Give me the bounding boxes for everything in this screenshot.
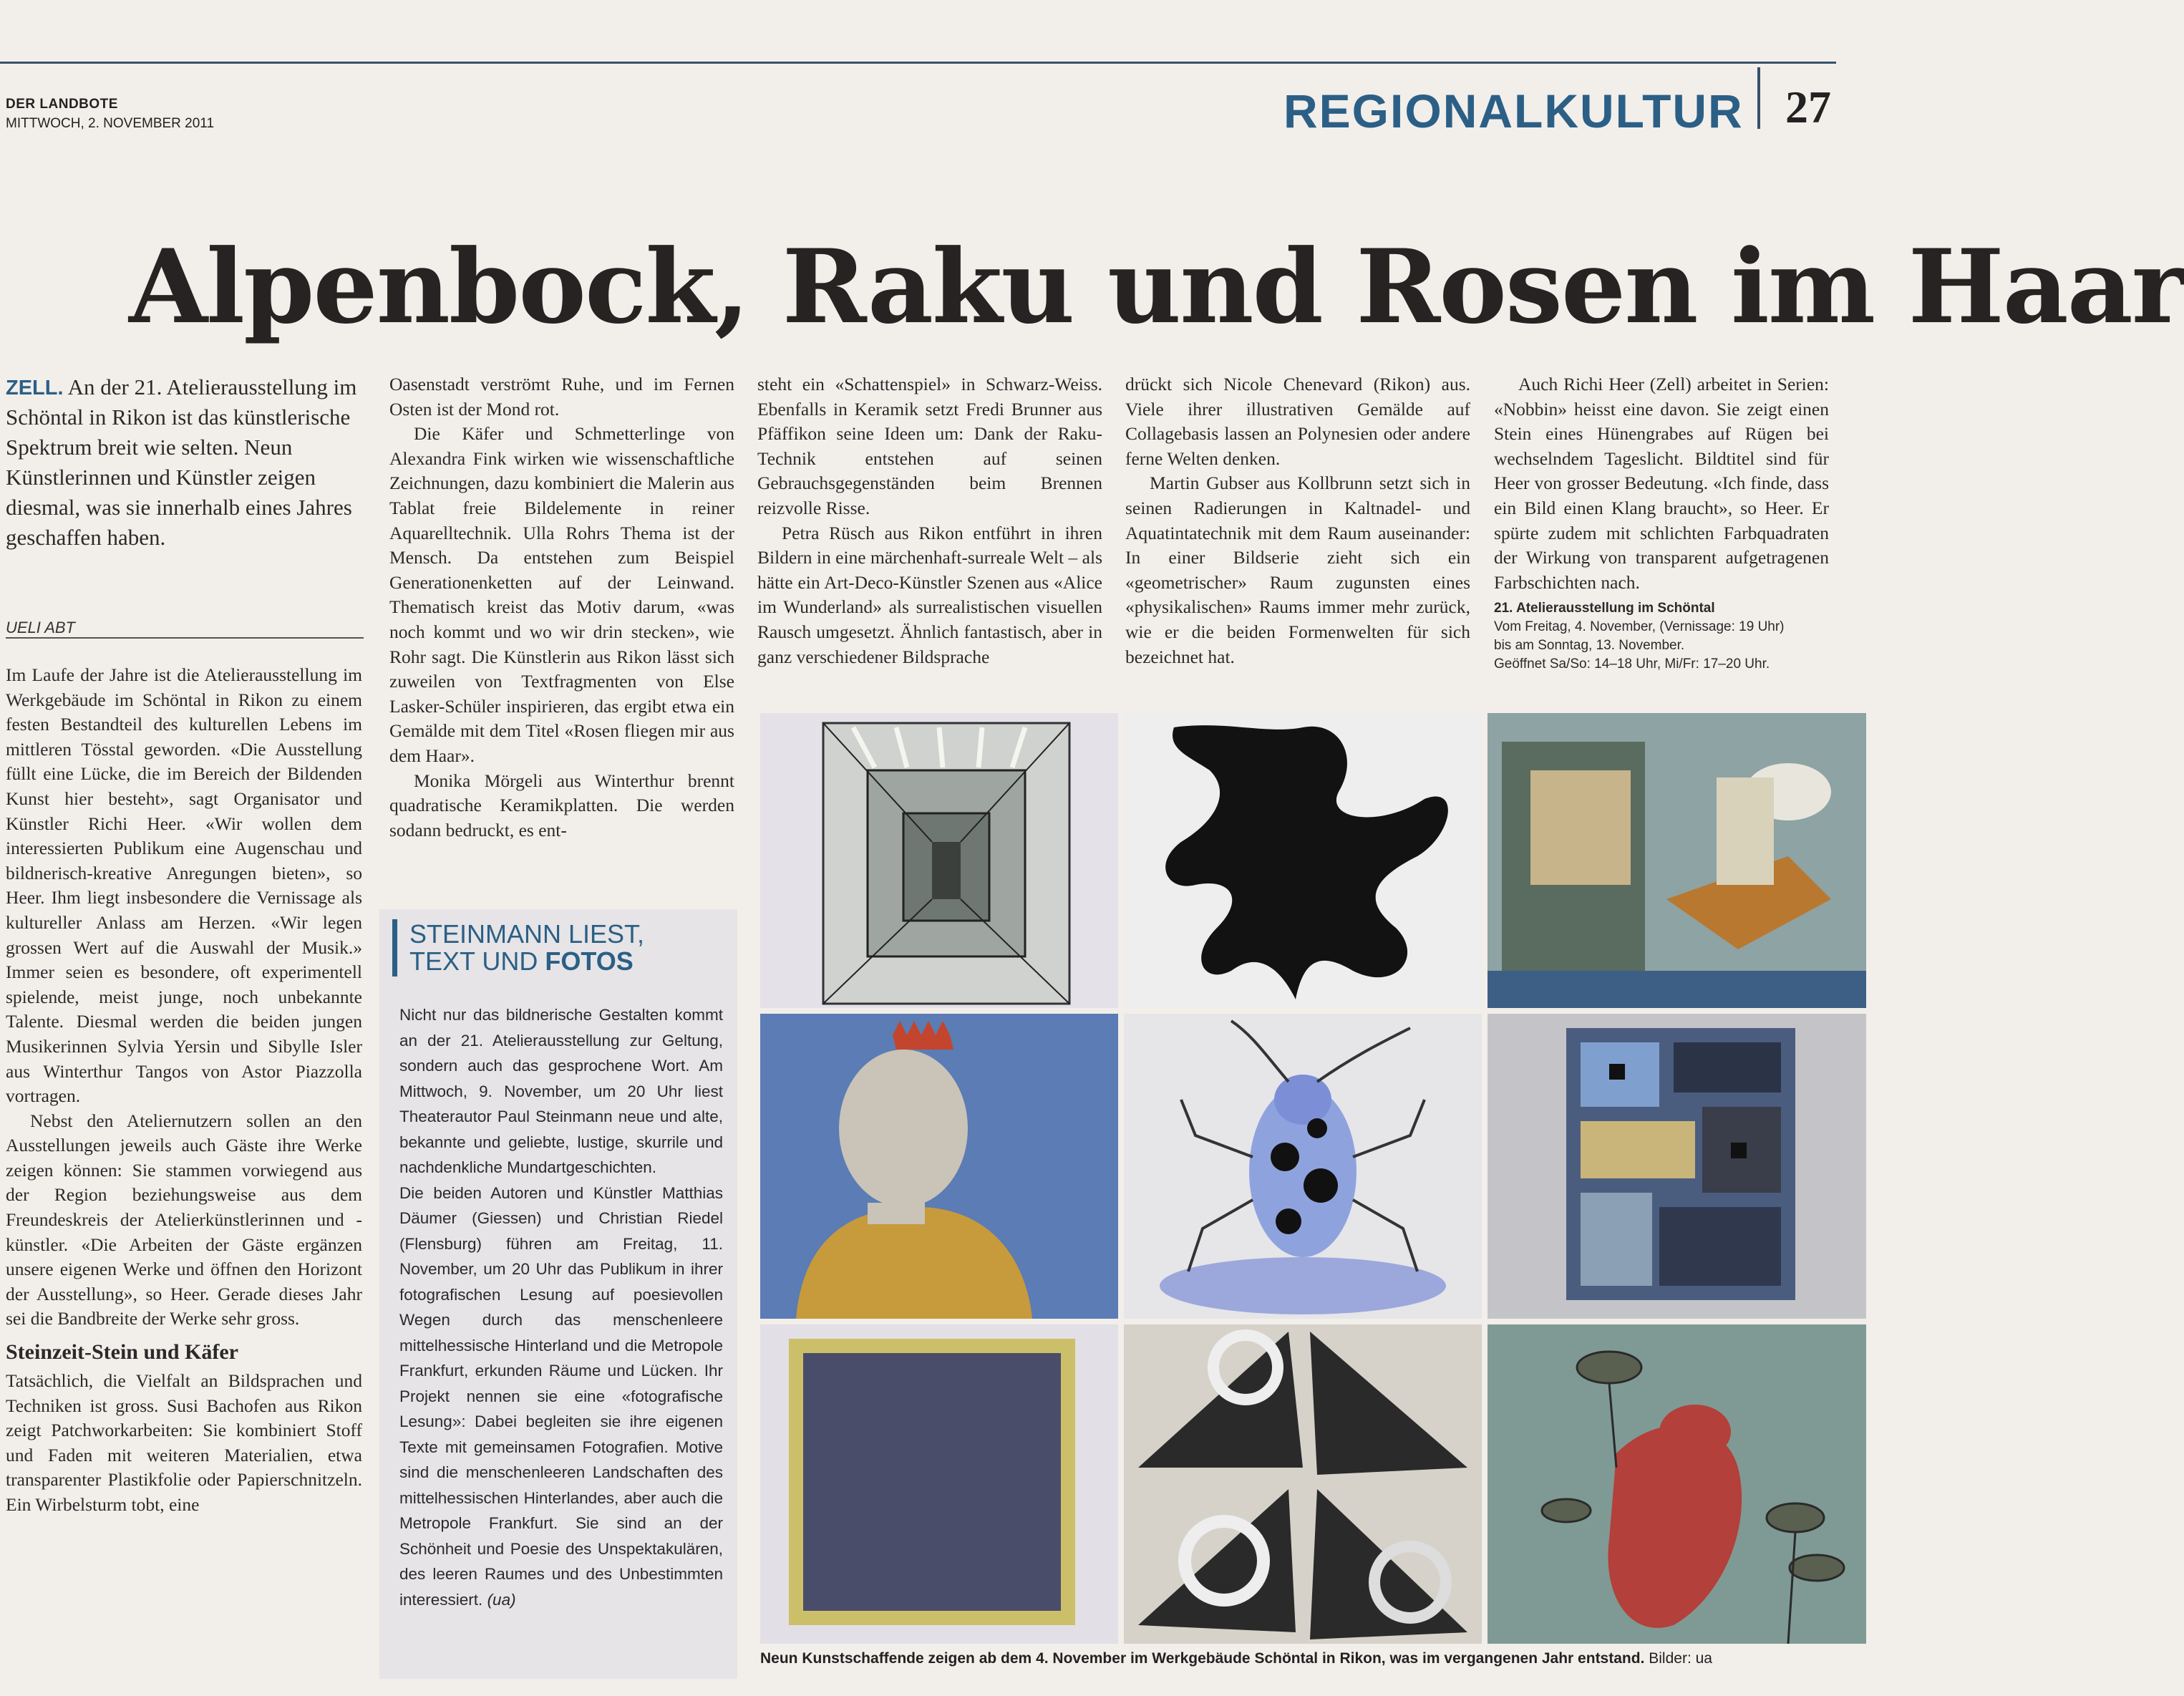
artwork-ink-splash <box>1124 713 1482 1008</box>
box-accent-bar <box>392 919 397 977</box>
header-rule <box>0 62 1836 64</box>
article-column-1 <box>6 663 362 1518</box>
paragraph: Martin Gubser aus Kollbrunn setzt sich in seinen Radierungen in Kaltnadel- und Aquatintatechnik mit dem Raum auseinander: In einer Bildserie zieht sich ein «geometrischer» Raum zugunsten eines «physikalischen» Raums immer mehr zurück, wie er die beiden Formenwelten für sich bezeichnet hat. <box>1125 473 1470 667</box>
exhibition-info <box>1494 599 1829 674</box>
article-column-3 <box>757 372 1102 669</box>
box-title-line: STEINMANN LIEST, <box>409 919 645 949</box>
info-title: 21. Atelierausstellung im Schöntal <box>1494 601 1715 616</box>
article-column-2 <box>389 372 734 843</box>
header-separator <box>1757 67 1760 129</box>
paragraph <box>399 1181 723 1613</box>
artwork-etching-corridor <box>760 713 1118 1008</box>
paragraph: Monika Mörgeli aus Winterthur brennt quadratische Keramikplatten. Die werden sodann bedruckt, es ent- <box>389 770 734 840</box>
artwork-collage-painting <box>1487 713 1866 1008</box>
paragraph: Oasenstadt verströmt Ruhe, und im Fernen Osten ist der Mond rot. <box>389 374 734 420</box>
info-line: bis am Sonntag, 13. November. <box>1494 638 1685 654</box>
info-line: Geöffnet Sa/So: 14–18 Uhr, Mi/Fr: 17–20 Uhr. <box>1494 656 1770 672</box>
image-caption <box>760 1651 1712 1666</box>
caption-text: Neun Kunstschaffende zeigen ab dem 4. November im Werkgebäude Schöntal in Rikon, was im vergangenen Jahr entstand. <box>760 1650 1645 1667</box>
dateline: ZELL. <box>6 377 64 399</box>
lead-paragraph <box>6 372 364 553</box>
box-title <box>409 921 644 975</box>
artwork-mouse-painting <box>1487 1324 1866 1644</box>
page-number: 27 <box>1785 82 1831 132</box>
section-title: REGIONALKULTUR <box>1283 84 1744 137</box>
paragraph: Die Käfer und Schmetterlinge von Alexandra Fink wirken wie wissenschaftliche Zeichnungen, dazu kombiniert die Malerin aus Tablat freie Bildelemente in reiner Aquarelltechnik. Ulla Rohrs Thema ist der Mensch. Da entstehen zum Beispiel Generationenketten auf der Leinwand. Thematisch kreist das Motiv darum, «was noch kommt und wo wir drin stecken», wie Rohr sagt. Die Künstlerin aus Rikon lässt sich zuweilen von Textfragmenten von Else Lasker-Schüler inspirieren, das ergibt etwa ein Gemälde mit dem Titel «Rosen fliegen mir aus dem Haar». <box>389 423 734 766</box>
photo-credit: Bilder: ua <box>1649 1650 1712 1667</box>
box-signature: (ua) <box>487 1590 516 1609</box>
paragraph: drückt sich Nicole Chenevard (Rikon) aus. Viele ihrer illustrativen Gemälde auf Collagebasis lassen an Polynesien oder andere ferne Welten denken. <box>1125 374 1470 469</box>
artwork-grid <box>760 713 1866 1644</box>
paragraph: Im Laufe der Jahre ist die Atelierausstellung im Werkgebäude im Schöntal in Rikon zu einem festen Bestandteil des kulturellen Lebens im mittleren Tösstal geworden. «Die Ausstellung füllt eine Lücke, die im Bereich der Bildenden Kunst hier besteht», sagt Organisator und Künstler Richi Heer. «Wir wollen dem interessierten Publikum eine Augenschau und bildnerisch-kreative Anregungen bieten», so Heer. Ihm liegt insbesondere die Vernissage als kultureller Anlass am Herzen. «Wir legen grossen Wert auf die Auswahl der Musik.» Immer seien es besondere, oft experimentell spielende, meist junge, noch unbekannte Talente. Diesmal werden die beiden jungen Musikerinnen Sylvia Yersin und Sibylle Isler aus Winterthur Tangos von Astor Piazzolla vortragen. <box>6 664 362 1107</box>
paragraph: Nicht nur das bildnerische Gestalten kommt an der 21. Atelierausstellung zur Geltung, sondern auch das gesprochene Wort. Am Mittwoch, 9. November, um 20 Uhr liest Theaterautor Paul Steinmann neue und alte, bekannte und geliebte, lustige, skurrile und nachdenkliche Mundartgeschichten. <box>399 1006 723 1176</box>
paragraph: Tatsächlich, die Vielfalt an Bildsprachen und Techniken ist gross. Susi Bachofen aus Rikon zeigt Patchworkarbeiten: Sie kombiniert Stoff und Faden mit weiteren Materialien, etwa transparenter Plastikfolie oder Papierschnitzeln. Ein Wirbelsturm tobt, eine <box>6 1370 362 1515</box>
subheading: Steinzeit-Stein und Käfer <box>6 1340 238 1365</box>
article-column-4 <box>1125 372 1470 669</box>
box-paragraph-text: Die beiden Autoren und Künstler Matthias Däumer (Giessen) und Christian Riedel (Flensburg) führen am Freitag, 11. November, um 20 Uhr das Publikum in ihrer fotografischen Lesung auf poesievollen Wegen durch das menschenleere mittelhessische Hinterland und die Metropole Frankfurt, erkunden Räume und Lücken. Ihr Projekt nennen sie eine «fotografische Lesung»: Dabei begleiten sie ihre eigenen Texte mit gemeinsamen Fotografien. Motive sind die menschenleeren Landschaften des mittelhessischen Hinterlandes, aber auch die Metropole Frankfurt. Sie sind an der Schönheit und Poesie des Unspektakulären, des leeren Raumes und des Unbestimmten interessiert. <box>399 1183 723 1609</box>
box-text <box>399 1002 723 1612</box>
lead-text: An der 21. Atelierausstellung im Schöntal in Rikon ist das künstlerische Spektrum breit wie selten. Neun Künstlerinnen und Künstler zeigen diesmal, was sie innerhalb eines Jahres geschaffen haben. <box>6 374 357 550</box>
headline: Alpenbock, Raku und Rosen im Haar <box>129 228 2184 347</box>
byline: UELI ABT <box>6 619 75 636</box>
artwork-beetle-watercolor <box>1124 1014 1482 1319</box>
box-title-bold: FOTOS <box>545 946 634 976</box>
artwork-portrait-with-crown <box>760 1014 1118 1319</box>
article-column-5 <box>1494 372 1829 674</box>
byline-rule <box>6 637 364 639</box>
paragraph: Nebst den Ateliernutzern sollen an den Ausstellungen jeweils auch Gäste ihre Werke zeigen können: Sie stammen vorwiegend aus der Region beziehungsweise aus dem Freundeskreis der Atelierkünstlerinnen und -künstler. «Die Arbeiten der Gäste ergänzen unsere eigenen Werke und öffnen den Horizont der Ausstellung», so Heer. Gerade dieses Jahr sei die Bandbreite der Werke sehr gross. <box>6 1110 362 1329</box>
box-title-line: TEXT UND <box>409 946 545 976</box>
newspaper-name: DER LANDBOTE <box>6 97 118 112</box>
artwork-patchwork <box>1487 1014 1866 1319</box>
paragraph: Petra Rüsch aus Rikon entführt in ihren Bildern in eine märchenhaft-surreale Welt – als hätte ein Art-Deco-Künstler Szenen aus «Alice im Wunderland» als surrealistischen visuellen Rausch umgesetzt. Ähnlich fantastisch, aber in ganz verschiedener Bildsprache <box>757 522 1102 667</box>
artwork-ceramic-tiles <box>1124 1324 1482 1644</box>
paragraph: steht ein «Schattenspiel» in Schwarz-Weiss. Ebenfalls in Keramik setzt Fredi Brunner aus Pfäffikon seine Ideen um: Dank der Raku-Technik entstehen auf seinen Gebrauchsgegenständen beim Brennen reizvolle Risse. <box>757 374 1102 518</box>
info-line: Vom Freitag, 4. November, (Vernissage: 19 Uhr) <box>1494 619 1785 635</box>
issue-date: MITTWOCH, 2. NOVEMBER 2011 <box>6 116 215 131</box>
artwork-color-square <box>760 1324 1118 1644</box>
paragraph: Auch Richi Heer (Zell) arbeitet in Serien: «Nobbin» heisst eine davon. Sie zeigt einen Stein eines Hünengrabes auf Rügen bei wechselndem Tageslicht. Bildtitel sind für Heer von grosser Bedeutung. «Ich finde, dass ein Bild einen Klang braucht», so Heer. Er spürte zudem mit schlichten Farbquadraten der Wirkung von transparent aufgetragenen Farbschichten nach. <box>1494 374 1829 593</box>
